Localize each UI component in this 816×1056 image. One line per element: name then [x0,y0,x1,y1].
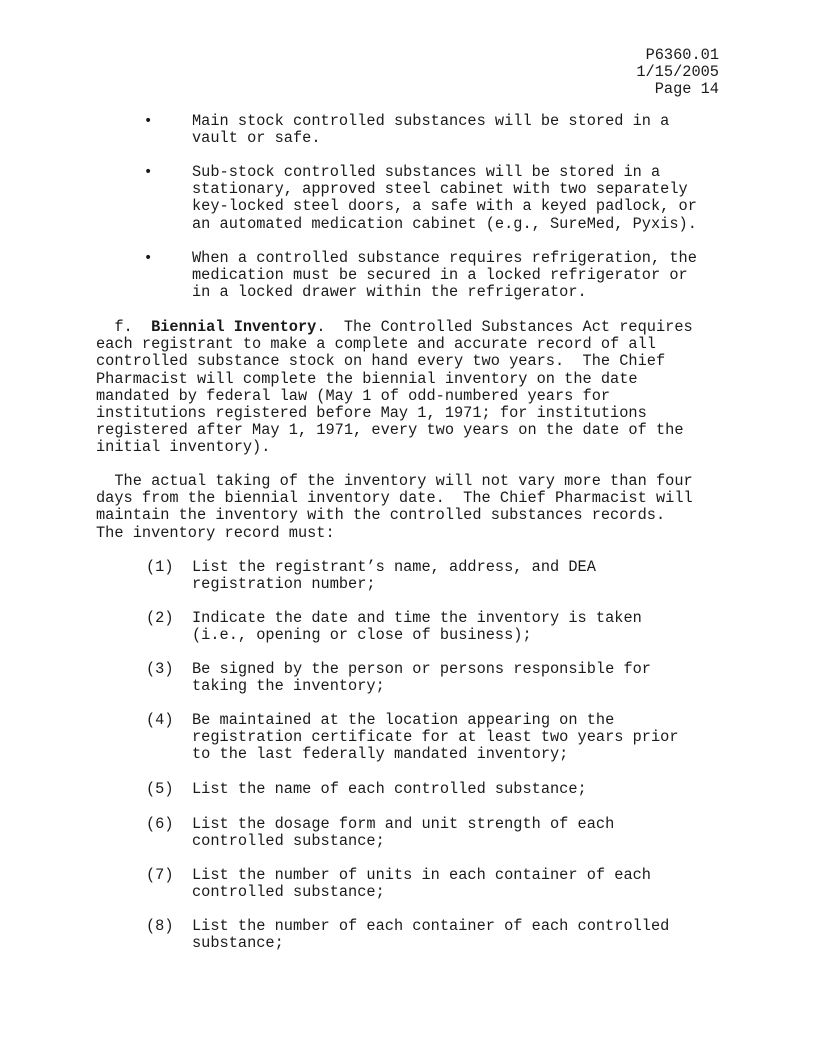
text-line: controlled substance; [192,832,385,851]
section-label: f. [96,318,152,336]
text-line: controlled substance; [192,883,385,902]
page-number: Page 14 [654,80,719,99]
text-line: medication must be secured in a locked refrigerator or [192,266,688,285]
text-line: List the registrant’s name, address, and DEA [192,558,596,576]
text-line: taking the inventory; [192,677,385,696]
text-line: mandated by federal law (May 1 of odd-numbered years for [96,386,611,405]
document-date: 1/15/2005 [636,63,719,82]
text-line: List the name of each controlled substance; [192,780,587,798]
document-number: P6360.01 [645,46,719,64]
item-text [192,610,732,644]
text-line: Pharmacist will complete the biennial inventory on the date [96,369,638,388]
page-header [636,47,719,99]
text-line: Be signed by the person or persons responsible for [192,660,651,678]
item-number: (2) [146,609,174,627]
bullet-text [192,164,732,233]
item-number: (1) [146,558,174,576]
text-line: an automated medication cabinet (e.g., SureMed, Pyxis). [192,214,697,233]
bullet-icon: • [144,250,153,266]
text-line: key-locked steel doors, a safe with a keyed padlock, or [192,197,697,216]
item-text [192,712,732,764]
text-line: Sub-stock controlled substances will be stored in a [192,163,661,181]
bullet-icon: • [144,164,153,180]
text-line: When a controlled substance requires refrigeration, the [192,249,697,267]
item-text [192,559,732,593]
item-number: (3) [146,660,174,678]
text-line: registration number; [192,575,376,594]
text-line: to the last federally mandated inventory; [192,745,569,764]
item-text [192,816,732,850]
text-line: Be maintained at the location appearing on the [192,711,615,729]
item-number: (8) [146,917,174,935]
text-line: List the dosage form and unit strength of each [192,815,615,833]
section-heading-continuation: . The Controlled Substances Act requires [316,318,693,336]
text-line: Indicate the date and time the inventory is taken [192,609,642,627]
text-line: each registrant to make a complete and accurate record of all [96,335,656,354]
text-line: registration certificate for at least two years prior [192,728,679,747]
section-heading: Biennial Inventory [151,318,317,336]
text-line: List the number of each container of each controlled [192,917,670,935]
text-line: institutions registered before May 1, 1971; for institutions [96,404,647,423]
text-line: substance; [192,934,284,953]
item-text [192,918,732,952]
text-line: The actual taking of the inventory will not vary more than four [96,472,693,490]
item-number: (6) [146,815,174,833]
item-text [192,867,732,901]
bullet-text [192,250,732,302]
paragraph-body [96,473,736,542]
text-line: initial inventory). [96,438,271,457]
section-heading-line [96,319,736,336]
text-line: registered after May 1, 1971, every two years on the date of the [96,421,684,440]
item-number: (5) [146,780,174,798]
text-line: stationary, approved steel cabinet with two separately [192,180,688,199]
item-number: (4) [146,711,174,729]
item-number: (7) [146,866,174,884]
text-line: maintain the inventory with the controlled substances records. [96,506,666,525]
text-line: in a locked drawer within the refrigerator. [192,283,587,302]
text-line: days from the biennial inventory date. The Chief Pharmacist will [96,489,693,508]
text-line: (i.e., opening or close of business); [192,626,532,645]
bullet-text [192,113,732,147]
text-line: Main stock controlled substances will be stored in a [192,112,670,130]
paragraph-body [96,319,736,457]
bullet-icon: • [144,113,153,129]
text-line: List the number of units in each container of each [192,866,651,884]
text-line: The inventory record must: [96,523,335,542]
text-line: controlled substance stock on hand every two years. The Chief [96,352,666,371]
item-text [192,661,732,695]
text-line: vault or safe. [192,129,321,148]
item-text [192,781,732,798]
